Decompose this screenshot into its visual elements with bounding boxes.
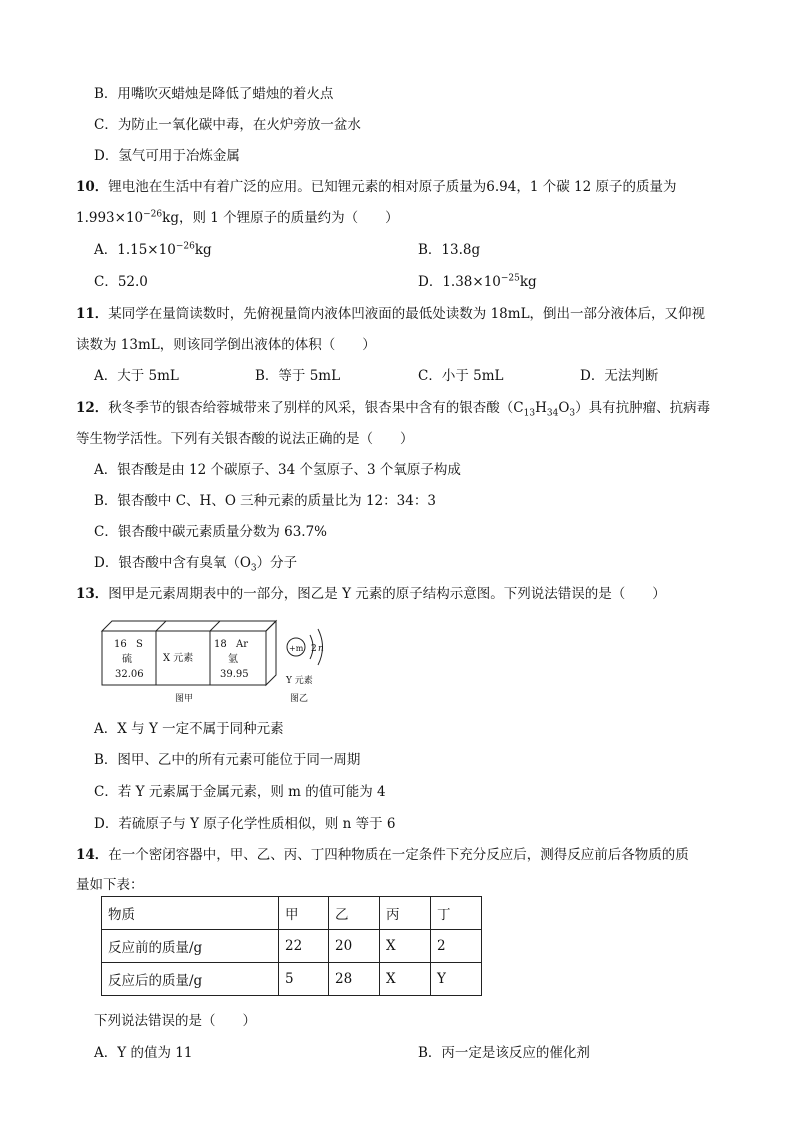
q12-option-b: B．银杏酸中 C、H、O 三种元素的质量比为 12：34：3 [94, 493, 436, 509]
q14-stem-line1 [76, 843, 689, 863]
table-cell: Y [431, 963, 482, 996]
table-cell: 反应前的质量/g [102, 930, 279, 963]
argon-number: 18 [214, 639, 227, 650]
table-row [102, 963, 482, 996]
q11-option-a: A．大于 5mL [94, 368, 179, 384]
table-cell: X [380, 963, 431, 996]
nucleus-charge: +m [289, 644, 304, 653]
q13-number: 13． [76, 586, 109, 602]
q12-option-d-sub: 3 [250, 563, 257, 574]
q14-option-b: B．丙一定是该反应的催化剂 [418, 1045, 590, 1061]
mass-table [101, 896, 482, 996]
q12-stem-text1b: ）具有抗肿瘤、抗病毒 [575, 400, 711, 416]
q10-stem-line1 [76, 175, 677, 195]
q10-stem-line2 [76, 206, 399, 226]
q12-formula-sub-h: 34 [546, 408, 559, 419]
table-cell: 22 [279, 930, 329, 963]
q10-option-a-exp: −26 [175, 241, 195, 252]
table-header-cell: 丁 [431, 897, 482, 930]
q10-number: 10． [76, 179, 109, 195]
q10-option-b: B．13.8g [418, 242, 481, 258]
q10-option-a [94, 238, 212, 258]
table-header-cell: 乙 [329, 897, 380, 930]
argon-symbol: Ar [236, 639, 249, 650]
table-cell: 28 [329, 963, 380, 996]
q11-option-c: C．小于 5mL [418, 368, 504, 384]
q13-stem-text: 图甲是元素周期表中的一部分，图乙是 Y 元素的原子结构示意图。下列说法错误的是（ ） [108, 586, 666, 602]
q12-option-c: C．银杏酸中碳元素质量分数为 63.7% [94, 524, 328, 540]
q13-option-a: A．X 与 Y 一定不属于同种元素 [94, 721, 284, 737]
table-cell: 反应后的质量/g [102, 963, 279, 996]
q12-formula-o: O [558, 400, 570, 416]
table-row [102, 930, 482, 963]
q10-option-d-unit: kg [519, 274, 537, 290]
q12-number: 12． [76, 400, 109, 416]
table-cell: 5 [279, 963, 329, 996]
q12-option-d-text2: ）分子 [256, 555, 298, 571]
q13-stem [76, 582, 666, 602]
table-cell: X [380, 930, 431, 963]
q12-stem-line1 [76, 396, 710, 419]
argon-mass: 39.95 [220, 669, 249, 680]
q12-formula-sub-c: 13 [523, 408, 536, 419]
q9-option-b: B．用嘴吹灭蜡烛是降低了蜡烛的着火点 [94, 86, 334, 102]
q14-number: 14． [76, 847, 109, 863]
q12-stem-text1a: 秋冬季节的银杏给蓉城带来了别样的风采，银杏果中含有的银杏酸（C [108, 400, 524, 416]
q14-option-a: A．Y 的值为 11 [94, 1045, 193, 1061]
shell-2-electrons: n [318, 644, 324, 654]
table-header-cell: 丙 [380, 897, 431, 930]
table-header-cell: 甲 [279, 897, 329, 930]
q11-number: 11． [76, 306, 109, 322]
q13-option-b: B．图甲、乙中的所有元素可能位于同一周期 [94, 752, 361, 768]
q9-option-d: D．氢气可用于冶炼金属 [94, 148, 240, 164]
q11-stem-line1 [76, 302, 705, 322]
q13-option-d: D．若硫原子与 Y 原子化学性质相似，则 n 等于 6 [94, 816, 396, 832]
table-header-cell: 物质 [102, 897, 279, 930]
figure-yi-caption: 图乙 [290, 694, 309, 704]
argon-name: 氩 [228, 654, 238, 665]
q11-option-b: B．等于 5mL [255, 368, 341, 384]
shell-1-electrons: 2 [311, 644, 317, 654]
q10-option-c: C．52.0 [94, 274, 148, 290]
q12-option-d-text: D．银杏酸中含有臭氧（O [94, 555, 251, 571]
q9-option-c: C．为防止一氧化碳中毒，在火炉旁放一盆水 [94, 117, 361, 133]
q12-stem-line2: 等生物学活性。下列有关银杏酸的说法正确的是（ ） [76, 431, 414, 447]
q12-option-a: A．银杏酸是由 12 个碳原子、34 个氢原子、3 个氧原子构成 [94, 462, 461, 478]
q14-stem-text1: 在一个密闭容器中，甲、乙、丙、丁四种物质在一定条件下充分反应后，测得反应前后各物质的质 [108, 847, 689, 863]
q10-option-d-exp: −25 [500, 273, 520, 284]
figure-jia-caption: 图甲 [175, 694, 194, 704]
q10-option-d [418, 270, 537, 290]
sulfur-name: 硫 [122, 654, 132, 665]
sulfur-symbol: S [136, 639, 143, 650]
q11-option-d: D．无法判断 [580, 368, 659, 384]
y-element-label: Y 元素 [286, 676, 313, 686]
table-cell: 20 [329, 930, 380, 963]
q13-option-c: C．若 Y 元素属于金属元素，则 m 的值可能为 4 [94, 784, 386, 800]
q10-mass-exponent: −26 [143, 209, 163, 220]
q10-option-a-base: A．1.15×10 [94, 242, 176, 258]
q10-stem-text1: 锂电池在生活中有着广泛的应用。已知锂元素的相对原子质量为6.94，1 个碳 12 原子的质量为 [108, 179, 677, 195]
q12-formula-h: H [535, 400, 547, 416]
q10-option-d-base: D．1.38×10 [418, 274, 501, 290]
q10-stem-text2: kg，则 1 个锂原子的质量约为（ ） [162, 210, 399, 226]
atom-structure-diagram [285, 629, 324, 704]
table-header-row [102, 897, 482, 930]
sulfur-number: 16 [114, 639, 127, 650]
x-element-label: X 元素 [163, 653, 194, 664]
q11-stem-text1: 某同学在量筒读数时，先俯视量筒内液体凹液面的最低处读数为 18mL，倒出一部分液体后，又仰视 [108, 306, 706, 322]
q14-prompt: 下列说法错误的是（ ） [94, 1013, 256, 1029]
q14-stem-line2: 量如下表： [76, 877, 144, 893]
q13-figure [100, 617, 340, 707]
q12-formula-sub-o: 3 [569, 408, 576, 419]
q12-option-d [94, 551, 297, 574]
q10-mass-base: 1.993×10 [76, 210, 144, 226]
q10-option-a-unit: kg [194, 242, 212, 258]
table-cell: 2 [431, 930, 482, 963]
q11-stem-line2: 读数为 13mL，则该同学倒出液体的体积（ ） [76, 337, 376, 353]
sulfur-mass: 32.06 [115, 669, 144, 680]
